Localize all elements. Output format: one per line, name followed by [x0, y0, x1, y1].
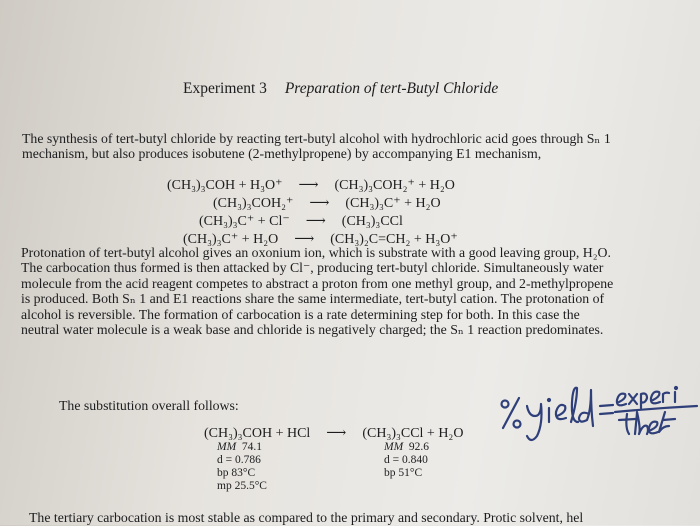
discussion-line: is produced. Both Sₙ 1 and E1 reactions share the same intermediate, tert-butyl cation. The protonation of: [21, 291, 605, 307]
property-row: bp 83°C: [217, 467, 256, 479]
reaction-arrow-icon: ⟶: [294, 232, 315, 247]
intro-line: The synthesis of tert-butyl chloride by reacting tert-butyl alcohol with hydrochloric acid goes through Sₙ 1: [22, 131, 611, 146]
equation-right: (CH₃)₂C=CH₂ + H₃O⁺: [330, 232, 458, 247]
mechanism-step-3: [199, 213, 403, 230]
intro-paragraph: [22, 131, 700, 162]
discussion-line: neutral water molecule is a weak base and chloride is negatively charged; the Sₙ 1 reaction predominates.: [21, 322, 604, 338]
reaction-arrow-icon: ⟶: [326, 426, 347, 441]
equation-left: (CH₃)₃COH₂⁺: [213, 196, 294, 211]
equation-left: (CH₃)₃COH + H₃O⁺: [167, 178, 283, 193]
equation-left: (CH₃)₃C⁺ + H₂O: [183, 232, 279, 247]
property-row: MM 92.6: [384, 441, 430, 453]
mechanism-step-1: [167, 177, 455, 194]
reactant-properties: [217, 441, 267, 493]
discussion-line: Protonation of tert-butyl alcohol gives an oxonium ion, which is substrate with a good leaving group, H₂O.: [21, 245, 611, 260]
reaction-arrow-icon: ⟶: [309, 196, 330, 211]
property-row: bp 51°C: [384, 467, 423, 479]
product-properties: [384, 441, 429, 480]
discussion-line: The carbocation thus formed is then attacked by Cl⁻, producing tert-butyl chloride. Simultaneously water: [21, 260, 604, 276]
property-row: MM 74.1: [217, 441, 263, 453]
experiment-title: Preparation of tert-Butyl Chloride: [284, 80, 499, 97]
discussion-paragraph: [21, 245, 700, 337]
experiment-label: Experiment 3: [183, 80, 267, 97]
equation-right: (CH₃)₃CCl: [341, 213, 403, 229]
overall-reaction: [204, 425, 463, 442]
equation-left: (CH₃)₃C⁺ + Cl⁻: [199, 214, 290, 229]
footer-line: The tertiary carbocation is most stable as compared to the primary and secondary. Protic solvent, hel: [29, 510, 584, 525]
overall-products: (CH₃)₃CCl + H₂O: [362, 425, 464, 441]
handwritten-yield-note: [497, 384, 700, 464]
discussion-line: molecule from the acid reagent competes to abstract a proton from one methyl group, and 2-methylpropene: [21, 275, 614, 291]
intro-line: mechanism, but also produces isobutene (2-methylpropene) by accompanying E1 mechanism,: [22, 146, 542, 162]
property-row: d = 0.840: [384, 454, 428, 466]
substitution-heading: The substitution overall follows:: [59, 398, 239, 413]
equation-right: (CH₃)₃C⁺ + H₂O: [345, 196, 441, 211]
overall-reactants: (CH₃)₃COH + HCl: [204, 425, 311, 441]
discussion-line: alcohol is reversible. The formation of carbocation is a rate determining step for both. In this case the: [21, 306, 580, 322]
equation-right: (CH₃)₃COH₂⁺ + H₂O: [334, 178, 455, 193]
document-title: [183, 80, 498, 98]
reaction-arrow-icon: ⟶: [298, 178, 319, 193]
mechanism-step-2: [213, 195, 441, 212]
property-row: mp 25.5°C: [217, 480, 267, 492]
property-row: d = 0.786: [217, 454, 261, 466]
reaction-arrow-icon: ⟶: [305, 214, 326, 229]
